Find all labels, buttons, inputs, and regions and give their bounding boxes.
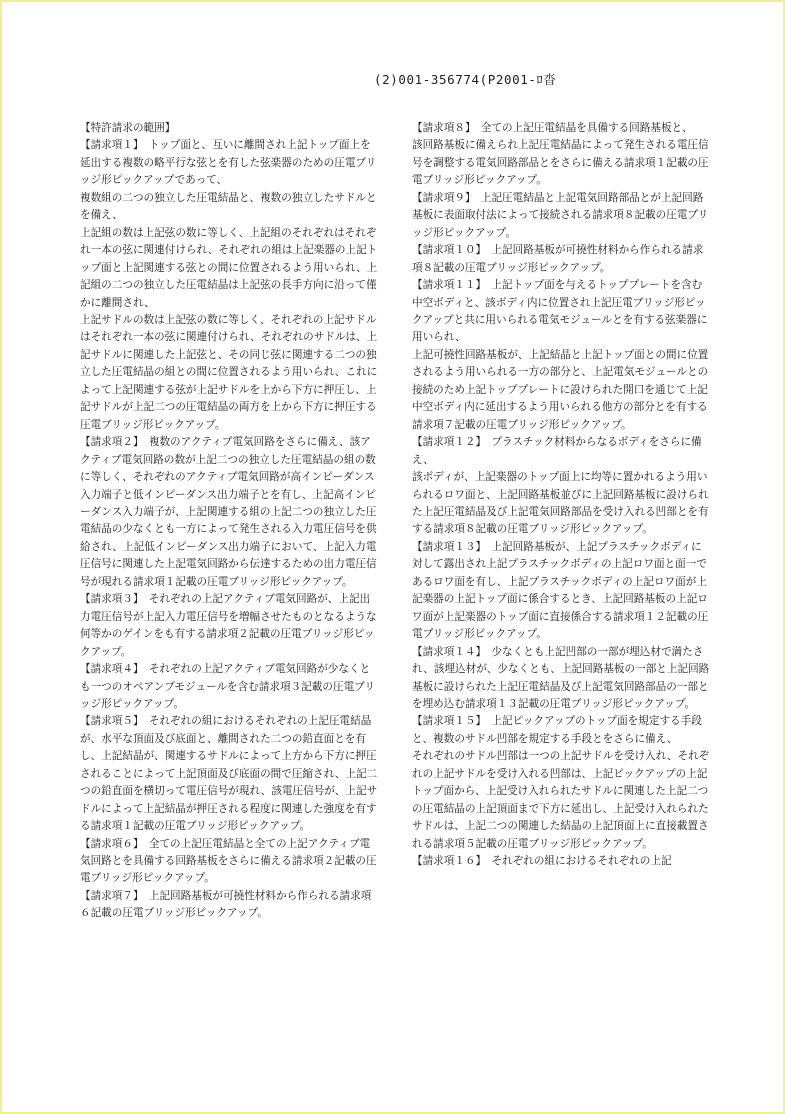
claim-12-body: 該ボディが、上記楽器のトップ面上に均等に置かれるよう用いられるロワ面と、上記回路基板並びに上記回路基板に設けられた上記圧電結晶及び上記電気回路部品を受け入れる凹部とを有する請求項８記載の圧電ブリッジ形ピックアップ。 <box>412 471 709 536</box>
claim-1-crystals: 複数組の二つの独立した圧電結晶と、複数の独立したサドルとを備え、 <box>80 191 377 222</box>
right-column <box>412 120 710 870</box>
claim-15-preamble: 【請求項１５】 上記ピックアップのトップ面を規定する手段と、複数のサドル凹部を規定する手段とをさらに備え、 <box>412 715 702 745</box>
claim-5: 【請求項５】 それぞれの組におけるそれぞれの上記圧電結晶が、水平な頂面及び底面と、離間された二つの鉛直面とを有し、上記結晶が、関連するサドルによって上方から下方に押圧されることによって上記頂面及び底面の間で圧縮され、上記二つの鉛直面を横切って電圧信号が現れ、該電圧信号が、上記サドルによって上記結晶が押圧される程度に関連した強度を有する請求項１記載の圧電ブリッジ形ピックアップ。 <box>80 715 378 833</box>
claim-9: 【請求項９】 上記圧電結晶と上記電気回路部品とが上記回路基板に表面取付法によって接続される請求項８記載の圧電ブリッジ形ピックアップ。 <box>412 191 709 239</box>
claim-1-preamble: 【請求項１】 トップ面と、互いに離間され上記トップ面上を延出する複数の略平行な弦とを有した弦楽器のための圧電ブリッジ形ピックアップであって、 <box>80 139 377 187</box>
claim-4: 【請求項４】 それぞれの上記アクティブ電気回路が少なくとも一つのオペアンプモジュールを含む請求項３記載の圧電ブリッジ形ピックアップ。 <box>80 663 375 710</box>
claim-1-saddles: 上記サドルの数は上記弦の数に等しく、それぞれの上記サドルはそれぞれ一本の弦に関連付けられ、それぞれのサドルは、上記サドルに関連した上記弦と、その同じ弦に関連する二つの独立した圧電結晶の組との間に位置されるよう用いられ、これによって上記関連する弦が上記サドルを上から下方に押圧し、上記サドルが上記二つの圧電結晶の両方を上から下方に押圧する圧電ブリッジ形ピックアップ。 <box>80 313 378 431</box>
claim-7: 【請求項７】 上記回路基板が可撓性材料から作られる請求項６記載の圧電ブリッジ形ピックアップ。 <box>80 889 372 920</box>
claim-6: 【請求項６】 全ての上記圧電結晶と全ての上記アクティブ電気回路とを具備する回路基板をさらに備える請求項２記載の圧電ブリッジ形ピックアップ。 <box>80 837 377 885</box>
claim-10: 【請求項１０】 上記回路基板が可撓性材料から作られる請求項８記載の圧電ブリッジ形ピックアップ。 <box>412 244 704 274</box>
claim-14: 【請求項１４】 少なくとも上記凹部の一部が埋込材で満たされ、該埋込材が、少なくとも、上記回路基板の一部と上記回路基板に設けられた上記圧電結晶及び上記電気回路部品の一部とを埋め込む請求項１３記載の圧電ブリッジ形ピックアップ。 <box>412 645 710 710</box>
claim-13: 【請求項１３】 上記回路基板が、上記プラスチックボディに対して露出され上記プラスチックボディの上記ロワ面と面一であるロワ面を有し、上記プラスチックボディの上記ロワ面が上記楽器の上記トップ面に係合するとき、上記回路基板の上記ロワ面が上記楽器のトップ面に直接係合する請求項１２記載の圧電ブリッジ形ピックアップ。 <box>412 540 709 641</box>
claim-11-body: 上記可撓性回路基板が、上記結晶と上記トップ面との間に位置されるよう用いられる一方の部分と、上記電気モジュールとの接続のため上記トッププレートに設けられた開口を通じて上記中空ボディ内に延出するよう用いられる他方の部分とを有する請求項７記載の圧電ブリッジ形ピックアップ。 <box>412 348 709 431</box>
claims-heading: 【特許請求の範囲】 <box>80 122 176 134</box>
claim-8-body: 該回路基板に備えられ上記圧電結晶によって発生される電圧信号を調整する電気回路部品とをさらに備える請求項１記載の圧電ブリッジ形ピックアップ。 <box>412 139 709 187</box>
claim-1-sets: 上記組の数は上記弦の数に等しく、上記組のそれぞれはそれぞれ一本の弦に関連付けられ、それぞれの組は上記楽器の上記トップ面と上記関連する弦との間に位置されるよう用いられ、上記組の二つの独立した圧電結晶は上記弦の長手方向に沿って僅かに離間され、 <box>80 226 378 309</box>
claim-2: 【請求項２】 複数のアクティブ電気回路をさらに備え、該アクティブ電気回路の数が上記二つの独立した圧電結晶の組の数に等しく、それぞれのアクティブ電気回路が高インピーダンス入力端子と低インピーダンス出力端子とを有し、上記高インピーダンス入力端子が、上記関連する組の上記二つの独立した圧電結晶の少なくとも一方によって発生される入力電圧信号を供給され、上記低インピーダンス出力端子において、上記入力電圧信号に関連した上記電気回路から伝達するための出力電圧信号が現れる請求項１記載の圧電ブリッジ形ピックアップ。 <box>80 436 377 588</box>
page-header: (2)001-356774(P2001-ﾛ沓 <box>374 72 557 87</box>
claim-8-preamble: 【請求項８】 全ての上記圧電結晶を具備する回路基板と、 <box>412 122 693 134</box>
claim-16-start: 【請求項１６】 それぞれの組におけるそれぞれの上記 <box>412 855 672 868</box>
claim-12-preamble: 【請求項１２】 プラスチック材料からなるボディをさらに備え、 <box>412 436 702 466</box>
left-column <box>80 120 378 923</box>
claim-3: 【請求項３】 それぞれの上記アクティブ電気回路が、上記出力電圧信号が上記入力電圧信号を増幅させたものとなるような何等かのゲインをも有する請求項２記載の圧電ブリッジ形ピックアップ。 <box>80 593 377 658</box>
claim-11-preamble: 【請求項１１】 上記トップ面を与えるトッププレートを含む中空ボディと、該ボディ内に位置され上記圧電ブリッジ形ピックアップと共に用いられる電気モジュールとを有する弦楽器に用いられ、 <box>412 279 708 344</box>
claim-15-body: それぞれのサドル凹部は一つの上記サドルを受け入れ、それぞれの上記サドルを受け入れる凹部は、上記ピックアップの上記トップ面から、上記受け入れられたサドルに関連した上記二つの圧電結晶の上記頂面まで下方に延出し、上記受け入れられたサドルは、上記二つの関連した結晶の上記頂面上に直接載置される請求項５記載の圧電ブリッジ形ピックアップ。 <box>412 750 710 850</box>
